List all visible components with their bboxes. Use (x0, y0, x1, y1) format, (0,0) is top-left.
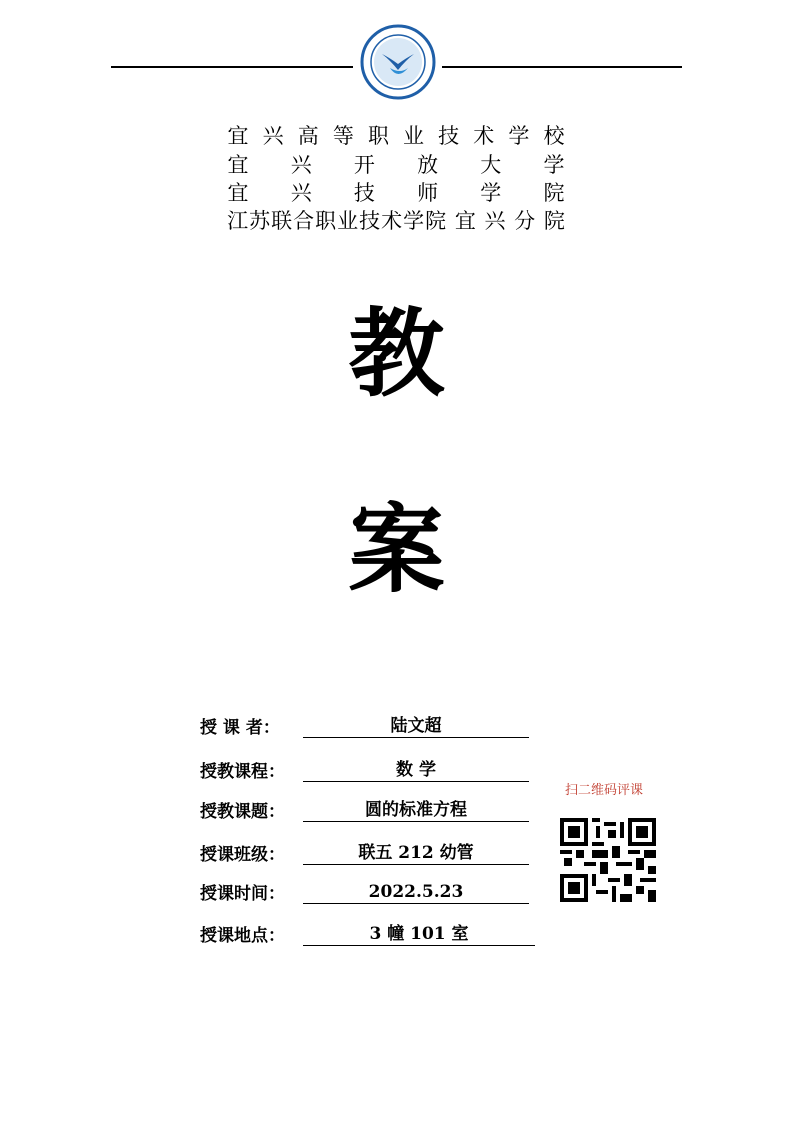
institution-char: 技 (438, 124, 461, 148)
place-value: 3 幢 101 室 (303, 923, 535, 946)
institution-line-4: 江苏联合职业技术学院 宜 兴 分 院 (227, 209, 566, 233)
institution-char: 院 (543, 181, 566, 205)
class-value: 联五 212 幼管 (303, 842, 529, 865)
teacher-label: 授 课 者： (200, 718, 280, 738)
institution-char: 兴 (262, 124, 285, 148)
course-row (200, 756, 529, 782)
institution-char: 术 (473, 124, 496, 148)
qr-caption: 扫二维码评课 (565, 783, 644, 798)
institution-char: 高 (297, 124, 320, 148)
teacher-row (200, 712, 529, 738)
time-row (200, 878, 529, 904)
institution-char: 等 (332, 124, 355, 148)
qr-code-icon[interactable] (560, 818, 656, 902)
institution-char: 大 (480, 153, 503, 177)
institution-char: 师 (417, 181, 440, 205)
institution-char: 职 (367, 124, 390, 148)
institution-char: 学 (480, 181, 503, 205)
title-char-an: 案 (348, 493, 445, 606)
topic-label: 授教课题： (200, 802, 285, 822)
institution-line-3 (0, 180, 793, 206)
institution-char: 开 (353, 153, 376, 177)
institution-char: 学 (543, 153, 566, 177)
institution-line-1 (0, 123, 793, 149)
topic-value: 圆的标准方程 (303, 799, 529, 822)
institution-char: 宜 (227, 181, 250, 205)
topic-row (200, 796, 529, 822)
institution-char: 兴 (290, 153, 313, 177)
time-value: 2022.5.23 (303, 881, 529, 904)
class-label: 授课班级： (200, 845, 285, 865)
school-logo-icon (360, 24, 436, 100)
class-row (200, 839, 529, 865)
institution-char: 放 (417, 153, 440, 177)
place-row (200, 920, 535, 946)
title-char-jiao: 教 (348, 297, 445, 410)
course-label: 授教课程： (200, 762, 285, 782)
institution-char: 兴 (290, 181, 313, 205)
institution-char: 宜 (227, 153, 250, 177)
institution-char: 校 (543, 124, 566, 148)
header-rule-left (111, 66, 353, 68)
institution-char: 业 (403, 124, 426, 148)
course-value: 数 学 (303, 759, 529, 782)
institution-char: 宜 (227, 124, 250, 148)
place-label: 授课地点： (200, 926, 285, 946)
institution-char: 技 (353, 181, 376, 205)
teacher-value: 陆文超 (303, 715, 529, 738)
header-rule-right (442, 66, 682, 68)
institution-char: 学 (508, 124, 531, 148)
time-label: 授课时间： (200, 884, 285, 904)
institution-line-2 (0, 152, 793, 178)
